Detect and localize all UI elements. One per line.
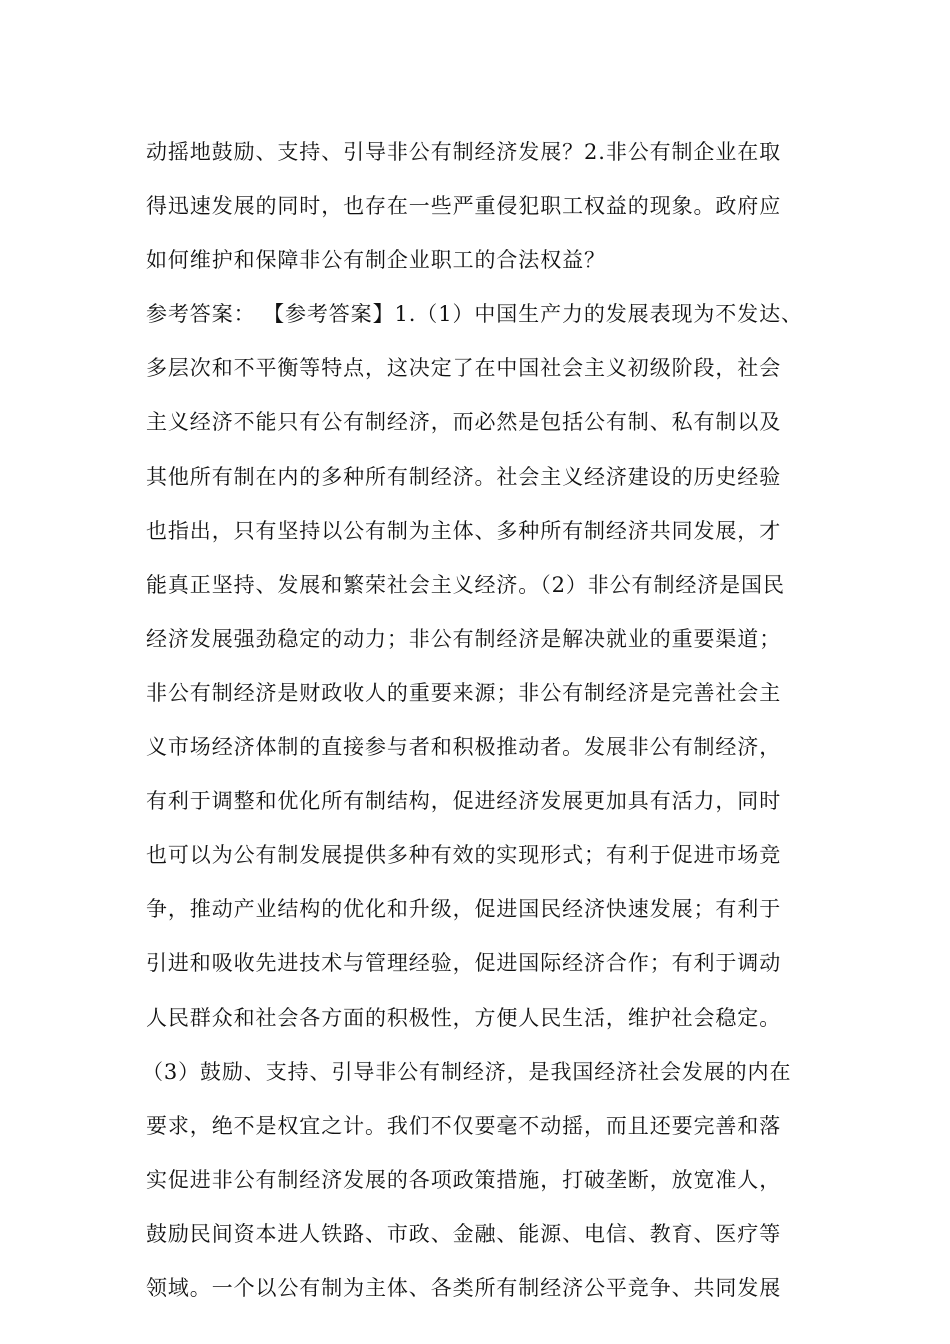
- text-line: 实促进非公有制经济发展的各项政策措施，打破垄断，放宽准人，: [146, 1167, 782, 1192]
- text-line: 动摇地鼓励、支持、引导非公有制经济发展？2.非公有制企业在取: [146, 140, 782, 164]
- text-line: 争，推动产业结构的优化和升级，促进国民经济快速发展；有利于: [146, 897, 782, 922]
- text-line: 人民群众和社会各方面的积极性，方便人民生活，维护社会稳定。: [146, 1005, 782, 1030]
- text-line: 得迅速发展的同时，也存在一些严重侵犯职工权益的现象。政府应: [146, 194, 782, 219]
- text-line: 多层次和不平衡等特点，这决定了在中国社会主义初级阶段，社会: [146, 356, 782, 381]
- text-line: 鼓励民间资本进人铁路、市政、金融、能源、电信、教育、医疗等: [146, 1221, 782, 1246]
- answer-heading-line: 参考答案： 【参考答案】1.（1）中国生产力的发展表现为不发达、: [146, 302, 803, 327]
- text-line: 主义经济不能只有公有制经济，而必然是包括公有制、私有制以及: [146, 410, 782, 435]
- text-line: 领域。一个以公有制为主体、各类所有制经济公平竞争、共同发展: [146, 1275, 782, 1300]
- text-line: 非公有制经济是财政收人的重要来源；非公有制经济是完善社会主: [146, 680, 782, 705]
- body-text: [142, 130, 846, 1320]
- text-line: 经济发展强劲稳定的动力；非公有制经济是解决就业的重要渠道；: [146, 626, 782, 651]
- text-line: 也指出，只有坚持以公有制为主体、多种所有制经济共同发展，才: [146, 518, 782, 543]
- text-line: 如何维护和保障非公有制企业职工的合法权益？: [146, 248, 606, 273]
- text-line: 义市场经济体制的直接参与者和积极推动者。发展非公有制经济，: [146, 735, 782, 760]
- text-line: 能真正坚持、发展和繁荣社会主义经济。（2）非公有制经济是国民: [146, 572, 785, 597]
- text-line: （3）鼓励、支持、引导非公有制经济，是我国经济社会发展的内在: [142, 1059, 792, 1084]
- text-line: 有利于调整和优化所有制结构，促进经济发展更加具有活力，同时: [146, 789, 782, 814]
- text-line: 也可以为公有制发展提供多种有效的实现形式；有利于促进市场竞: [146, 843, 782, 868]
- text-line: 引进和吸收先进技术与管理经验，促进国际经济合作；有利于调动: [146, 951, 782, 976]
- text-line: 其他所有制在内的多种所有制经济。社会主义经济建设的历史经验: [146, 464, 782, 489]
- text-line: 要求，绝不是权宜之计。我们不仅要毫不动摇，而且还要完善和落: [146, 1113, 782, 1138]
